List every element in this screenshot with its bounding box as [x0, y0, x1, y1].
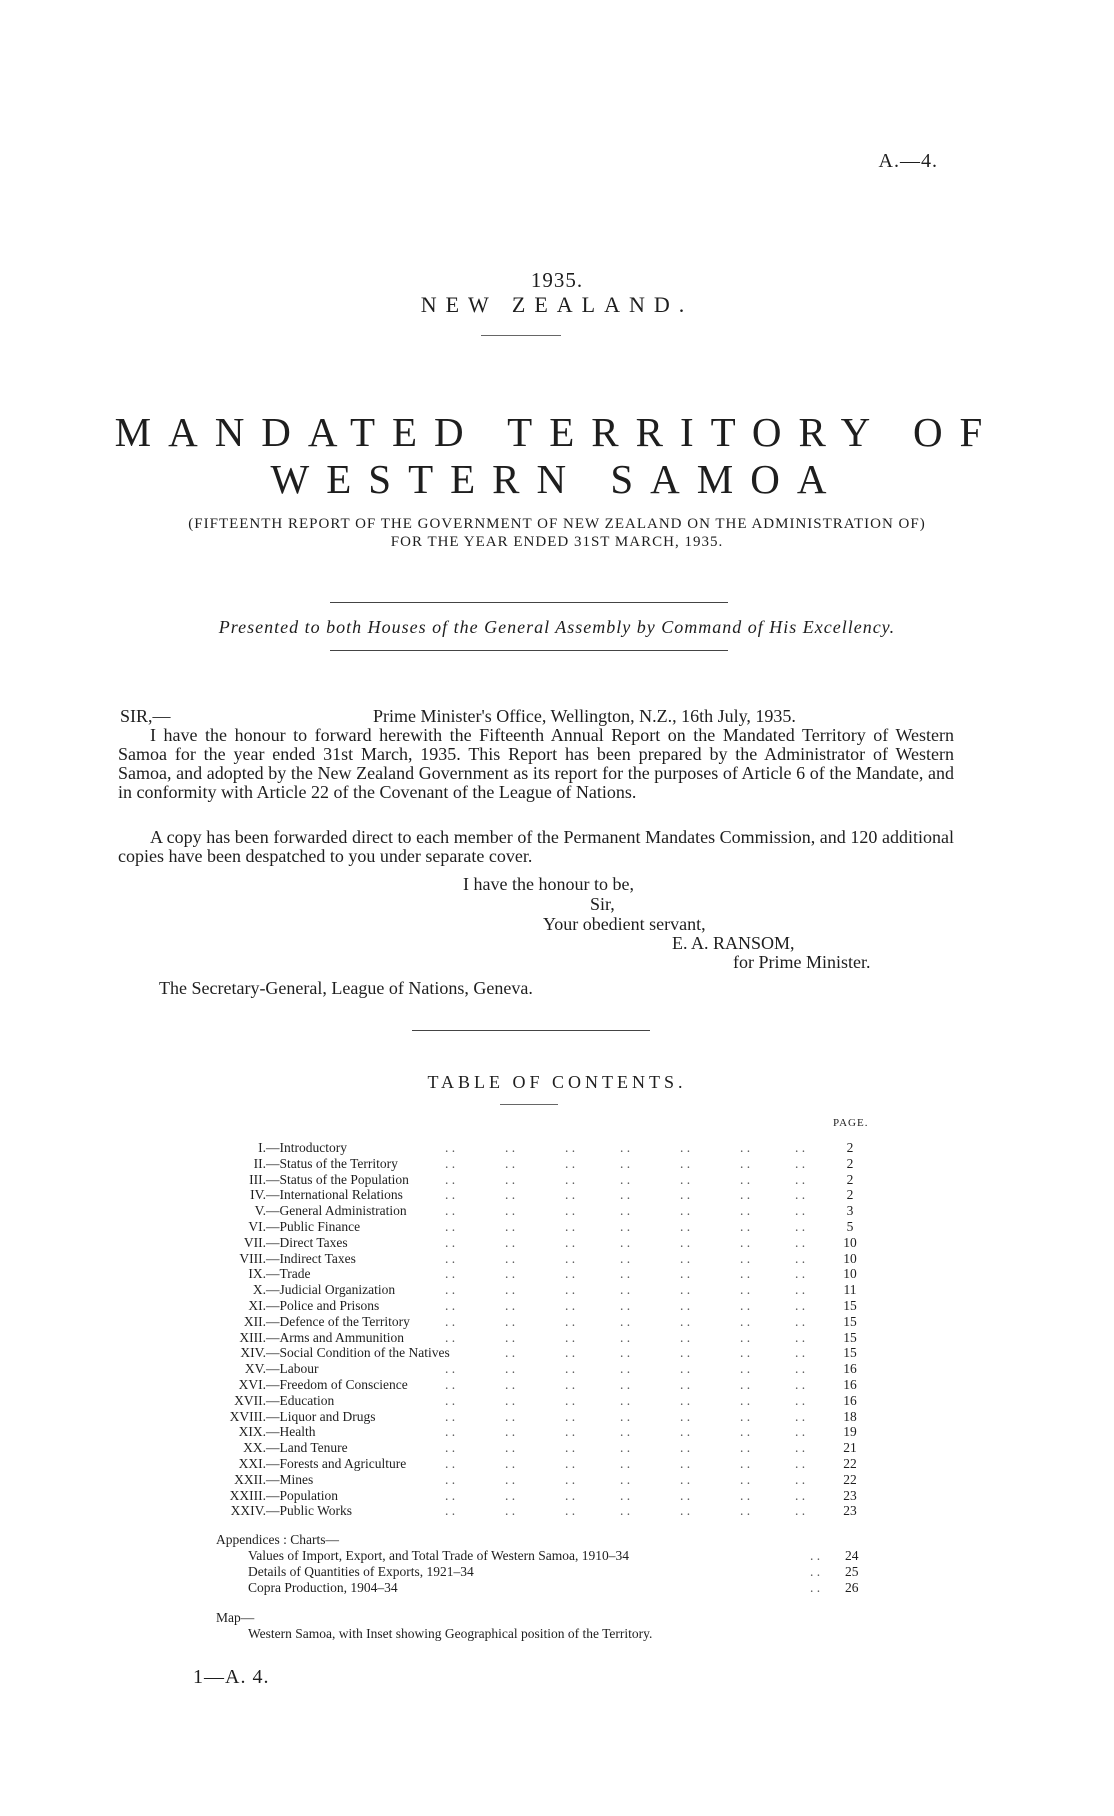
- leader-dots: . .: [620, 1171, 631, 1187]
- leader-dots: . .: [505, 1187, 516, 1203]
- toc-entry-title: —Liquor and Drugs: [266, 1408, 376, 1424]
- toc-entry-page: 22: [843, 1456, 857, 1471]
- leader-dots: . .: [505, 1329, 516, 1345]
- toc-entry-title: —Public Works: [266, 1503, 353, 1519]
- leader-dots: . .: [565, 1503, 576, 1519]
- leader-dots: . .: [740, 1250, 751, 1266]
- leader-dots: . .: [680, 1313, 691, 1329]
- leader-dots: . .: [505, 1266, 516, 1282]
- leader-dots: . .: [505, 1234, 516, 1250]
- leader-dots: . .: [565, 1329, 576, 1345]
- leader-dots: . .: [620, 1250, 631, 1266]
- leader-dots: . .: [680, 1424, 691, 1440]
- toc-entry-page: 15: [843, 1313, 857, 1329]
- report-year: 1935.: [530, 268, 584, 292]
- leader-dots: . .: [445, 1250, 456, 1266]
- toc-entry-number: XX.: [243, 1440, 266, 1456]
- leader-dots: . .: [680, 1203, 691, 1219]
- leader-dots: . .: [680, 1219, 691, 1234]
- leader-dots: . .: [505, 1219, 516, 1234]
- toc-entry-title: —Health: [266, 1424, 316, 1440]
- leader-dots: . .: [505, 1456, 516, 1471]
- divider: [481, 335, 561, 336]
- appendix-page: 25: [845, 1564, 859, 1579]
- leader-dots: . .: [445, 1408, 456, 1424]
- leader-dots: . .: [740, 1361, 751, 1377]
- leader-dots: . .: [445, 1471, 456, 1487]
- leader-dots: . .: [565, 1203, 576, 1219]
- leader-dots: . .: [680, 1408, 691, 1424]
- leader-dots: . .: [445, 1282, 456, 1298]
- toc-entry-page: 19: [843, 1424, 857, 1440]
- toc-entry-page: 18: [843, 1408, 857, 1424]
- leader-dots: . .: [620, 1408, 631, 1424]
- leader-dots: . .: [740, 1392, 751, 1408]
- leader-dots: . .: [445, 1266, 456, 1282]
- toc-entry-title: —Education: [266, 1392, 335, 1408]
- leader-dots: . .: [620, 1471, 631, 1487]
- leader-dots: . .: [795, 1503, 806, 1519]
- toc-entry-title: —International Relations: [266, 1187, 403, 1203]
- leader-dots: . .: [680, 1361, 691, 1377]
- leader-dots: . .: [620, 1392, 631, 1408]
- leader-dots: . .: [680, 1298, 691, 1313]
- title-line-1: MANDATED TERRITORY OF: [114, 409, 1000, 455]
- appendix-page: 26: [845, 1580, 859, 1595]
- leader-dots: . .: [680, 1440, 691, 1456]
- divider: [330, 650, 728, 651]
- signatory-title: for Prime Minister.: [733, 952, 871, 972]
- leader-dots: . .: [795, 1408, 806, 1424]
- leader-dots: . .: [810, 1548, 821, 1563]
- toc-entry-title: —Introductory: [266, 1140, 347, 1155]
- leader-dots: . .: [795, 1313, 806, 1329]
- leader-dots: . .: [505, 1250, 516, 1266]
- toc-entry-page: 23: [843, 1503, 857, 1519]
- leader-dots: . .: [505, 1503, 516, 1519]
- toc-entry-page: 2: [846, 1140, 854, 1155]
- leader-dots: . .: [565, 1392, 576, 1408]
- toc-title: TABLE OF CONTENTS.: [427, 1072, 687, 1092]
- toc-entry-title: —Public Finance: [266, 1219, 361, 1234]
- leader-dots: . .: [620, 1440, 631, 1456]
- leader-dots: . .: [445, 1203, 456, 1219]
- signatory: E. A. RANSOM,: [672, 933, 795, 953]
- leader-dots: . .: [565, 1408, 576, 1424]
- leader-dots: . .: [445, 1487, 456, 1503]
- toc-entry-number: XVIII.: [229, 1408, 266, 1424]
- leader-dots: . .: [740, 1187, 751, 1203]
- letterhead: Prime Minister's Office, Wellington, N.Z., 16th July, 1935.: [373, 706, 796, 726]
- leader-dots: . .: [505, 1203, 516, 1219]
- leader-dots: . .: [680, 1140, 691, 1155]
- subtitle-line-1: (FIFTEENTH REPORT OF THE GOVERNMENT OF NEW ZEALAND ON THE ADMINISTRATION OF): [188, 516, 926, 532]
- leader-dots: . .: [620, 1298, 631, 1313]
- leader-dots: . .: [505, 1140, 516, 1155]
- leader-dots: . .: [445, 1234, 456, 1250]
- toc-entry-title: —Trade: [266, 1266, 311, 1282]
- leader-dots: . .: [795, 1298, 806, 1313]
- map-label: Map—: [216, 1610, 255, 1625]
- leader-dots: . .: [565, 1155, 576, 1171]
- leader-dots: . .: [795, 1140, 806, 1155]
- toc-entry-number: XIX.: [238, 1424, 266, 1440]
- toc-entry-number: III.: [249, 1171, 266, 1187]
- leader-dots: . .: [740, 1140, 751, 1155]
- document-reference: A.—4.: [878, 150, 938, 172]
- toc-entry-number: X.: [252, 1282, 266, 1298]
- leader-dots: . .: [505, 1377, 516, 1392]
- toc-entry-number: II.: [253, 1155, 266, 1171]
- toc-entry-number: VI.: [248, 1219, 266, 1234]
- leader-dots: . .: [740, 1329, 751, 1345]
- leader-dots: . .: [795, 1424, 806, 1440]
- leader-dots: . .: [795, 1471, 806, 1487]
- toc-entry-page: 10: [843, 1250, 857, 1266]
- toc-entry-title: —Social Condition of the Natives: [266, 1345, 450, 1361]
- leader-dots: . .: [565, 1187, 576, 1203]
- leader-dots: . .: [795, 1377, 806, 1392]
- leader-dots: . .: [810, 1580, 821, 1595]
- closing-sir: Sir,: [590, 894, 615, 914]
- leader-dots: . .: [740, 1219, 751, 1234]
- leader-dots: . .: [565, 1140, 576, 1155]
- toc-entry-number: XIII.: [239, 1329, 266, 1345]
- leader-dots: . .: [795, 1440, 806, 1456]
- leader-dots: . .: [565, 1298, 576, 1313]
- leader-dots: . .: [445, 1140, 456, 1155]
- leader-dots: . .: [680, 1266, 691, 1282]
- leader-dots: . .: [620, 1266, 631, 1282]
- leader-dots: . .: [505, 1424, 516, 1440]
- leader-dots: . .: [740, 1203, 751, 1219]
- leader-dots: . .: [795, 1234, 806, 1250]
- leader-dots: . .: [445, 1313, 456, 1329]
- leader-dots: . .: [445, 1440, 456, 1456]
- leader-dots: . .: [795, 1361, 806, 1377]
- leader-dots: . .: [795, 1392, 806, 1408]
- toc-entry-number: XXIV.: [230, 1503, 266, 1519]
- toc-entry-title: —Direct Taxes: [266, 1234, 348, 1250]
- leader-dots: . .: [740, 1282, 751, 1298]
- toc-entry-page: 11: [843, 1282, 857, 1298]
- leader-dots: . .: [505, 1440, 516, 1456]
- leader-dots: . .: [620, 1155, 631, 1171]
- toc-entry-page: 15: [843, 1298, 857, 1313]
- leader-dots: . .: [740, 1377, 751, 1392]
- toc-page-header: PAGE.: [833, 1117, 869, 1129]
- toc-entry-number: V.: [254, 1203, 266, 1219]
- leader-dots: . .: [565, 1345, 576, 1361]
- leader-dots: . .: [445, 1456, 456, 1471]
- leader-dots: . .: [505, 1471, 516, 1487]
- leader-dots: . .: [445, 1187, 456, 1203]
- leader-dots: . .: [680, 1392, 691, 1408]
- letter-paragraph-2: A copy has been forwarded direct to each member of the Permanent Mandates Commission, and 120 additional copies have been despatched to you under separate cover.: [118, 827, 954, 866]
- toc-entry-page: 5: [846, 1219, 854, 1234]
- leader-dots: . .: [620, 1361, 631, 1377]
- leader-dots: . .: [740, 1266, 751, 1282]
- leader-dots: . .: [620, 1219, 631, 1234]
- leader-dots: . .: [620, 1456, 631, 1471]
- toc-entry-number: XIV.: [240, 1345, 266, 1361]
- toc-entry-number: IX.: [248, 1266, 266, 1282]
- leader-dots: . .: [505, 1408, 516, 1424]
- leader-dots: . .: [680, 1503, 691, 1519]
- leader-dots: . .: [740, 1408, 751, 1424]
- page-footer: 1—A. 4.: [193, 1666, 270, 1688]
- toc-entry-page: 15: [843, 1329, 857, 1345]
- toc-entry-number: XXII.: [234, 1471, 266, 1487]
- toc-entry-number: I.: [258, 1140, 266, 1155]
- leader-dots: . .: [740, 1456, 751, 1471]
- leader-dots: . .: [795, 1456, 806, 1471]
- toc-entry-title: —Land Tenure: [266, 1440, 348, 1456]
- toc-entry-number: VIII.: [239, 1250, 266, 1266]
- leader-dots: . .: [740, 1440, 751, 1456]
- toc-entry-number: IV.: [250, 1187, 266, 1203]
- toc-entry-title: —Labour: [266, 1361, 319, 1377]
- divider: [500, 1104, 558, 1105]
- appendix-entry: Copra Production, 1904–34: [248, 1580, 398, 1595]
- toc-entry-number: XXI.: [238, 1456, 266, 1471]
- toc-entry-title: —Forests and Agriculture: [266, 1456, 407, 1471]
- leader-dots: . .: [565, 1487, 576, 1503]
- leader-dots: . .: [620, 1282, 631, 1298]
- leader-dots: . .: [680, 1487, 691, 1503]
- leader-dots: . .: [740, 1234, 751, 1250]
- leader-dots: . .: [620, 1424, 631, 1440]
- leader-dots: . .: [565, 1219, 576, 1234]
- leader-dots: . .: [565, 1171, 576, 1187]
- leader-dots: . .: [740, 1155, 751, 1171]
- leader-dots: . .: [620, 1345, 631, 1361]
- appendix-page: 24: [845, 1548, 859, 1563]
- appendices-label: Appendices : Charts—: [216, 1532, 339, 1547]
- leader-dots: . .: [795, 1329, 806, 1345]
- leader-dots: . .: [795, 1487, 806, 1503]
- leader-dots: . .: [795, 1171, 806, 1187]
- toc-entry-page: 2: [846, 1171, 854, 1187]
- leader-dots: . .: [740, 1298, 751, 1313]
- leader-dots: . .: [565, 1377, 576, 1392]
- toc-entry-page: 3: [846, 1203, 854, 1219]
- toc-entry-title: —Indirect Taxes: [266, 1250, 356, 1266]
- toc-entry-number: XV.: [244, 1361, 266, 1377]
- leader-dots: . .: [795, 1345, 806, 1361]
- leader-dots: . .: [620, 1329, 631, 1345]
- toc-entry-page: 15: [843, 1345, 857, 1361]
- leader-dots: . .: [445, 1329, 456, 1345]
- leader-dots: . .: [445, 1377, 456, 1392]
- leader-dots: . .: [505, 1313, 516, 1329]
- toc-entry-page: 22: [843, 1471, 857, 1487]
- leader-dots: . .: [795, 1203, 806, 1219]
- leader-dots: . .: [445, 1155, 456, 1171]
- leader-dots: . .: [445, 1503, 456, 1519]
- title-line-2: WESTERN SAMOA: [270, 456, 844, 502]
- leader-dots: . .: [620, 1140, 631, 1155]
- toc-entry-title: —Freedom of Conscience: [266, 1377, 408, 1392]
- leader-dots: . .: [795, 1250, 806, 1266]
- leader-dots: . .: [620, 1503, 631, 1519]
- leader-dots: . .: [445, 1219, 456, 1234]
- leader-dots: . .: [620, 1313, 631, 1329]
- map-entry: Western Samoa, with Inset showing Geographical position of the Territory.: [248, 1626, 653, 1641]
- toc-entry-page: 16: [843, 1392, 857, 1408]
- leader-dots: . .: [505, 1282, 516, 1298]
- leader-dots: . .: [680, 1471, 691, 1487]
- leader-dots: . .: [680, 1377, 691, 1392]
- leader-dots: . .: [740, 1503, 751, 1519]
- leader-dots: . .: [795, 1266, 806, 1282]
- toc-entry-page: 2: [846, 1155, 854, 1171]
- appendix-entry: Values of Import, Export, and Total Trade of Western Samoa, 1910–34: [248, 1548, 630, 1563]
- leader-dots: . .: [445, 1392, 456, 1408]
- divider: [412, 1030, 650, 1031]
- leader-dots: . .: [740, 1487, 751, 1503]
- leader-dots: . .: [565, 1456, 576, 1471]
- leader-dots: . .: [620, 1487, 631, 1503]
- leader-dots: . .: [565, 1282, 576, 1298]
- toc-entry-number: VII.: [243, 1234, 266, 1250]
- leader-dots: . .: [565, 1234, 576, 1250]
- leader-dots: . .: [795, 1219, 806, 1234]
- leader-dots: . .: [680, 1345, 691, 1361]
- presentation-note: Presented to both Houses of the General Assembly by Command of His Excellency.: [218, 617, 896, 637]
- leader-dots: . .: [565, 1471, 576, 1487]
- leader-dots: . .: [620, 1187, 631, 1203]
- toc-entry-title: —Defence of the Territory: [266, 1313, 410, 1329]
- leader-dots: . .: [680, 1171, 691, 1187]
- leader-dots: . .: [680, 1282, 691, 1298]
- leader-dots: . .: [680, 1329, 691, 1345]
- leader-dots: . .: [565, 1313, 576, 1329]
- leader-dots: . .: [445, 1298, 456, 1313]
- leader-dots: . .: [505, 1345, 516, 1361]
- toc-entry-number: XII.: [243, 1313, 266, 1329]
- leader-dots: . .: [740, 1345, 751, 1361]
- leader-dots: . .: [620, 1203, 631, 1219]
- leader-dots: . .: [565, 1250, 576, 1266]
- toc-entry-number: XXIII.: [229, 1487, 266, 1503]
- leader-dots: . .: [505, 1155, 516, 1171]
- toc-entry-title: —Judicial Organization: [266, 1282, 396, 1298]
- toc-entry-title: —Police and Prisons: [266, 1298, 380, 1313]
- leader-dots: . .: [505, 1392, 516, 1408]
- leader-dots: . .: [795, 1187, 806, 1203]
- letter-paragraph-1: I have the honour to forward herewith the Fifteenth Annual Report on the Mandated Territory of Western Samoa for the year ended 31st March, 1935. This Report has been prepared by the Administrator of Western Samoa, and adopted by the New Zealand Government as its report for the purposes of Article 6 of the Mandate, and in conformity with Article 22 of the Covenant of the League of Nations.: [118, 725, 954, 802]
- leader-dots: . .: [810, 1564, 821, 1579]
- toc-entry-page: 10: [843, 1266, 857, 1282]
- leader-dots: . .: [565, 1440, 576, 1456]
- toc-entry-title: —Status of the Territory: [266, 1155, 398, 1171]
- toc-entry-page: 10: [843, 1234, 857, 1250]
- leader-dots: . .: [445, 1424, 456, 1440]
- leader-dots: . .: [680, 1234, 691, 1250]
- toc-entry-title: —Mines: [266, 1471, 314, 1487]
- leader-dots: . .: [565, 1424, 576, 1440]
- leader-dots: . .: [565, 1361, 576, 1377]
- leader-dots: . .: [445, 1361, 456, 1377]
- leader-dots: . .: [680, 1187, 691, 1203]
- divider: [330, 602, 728, 603]
- toc-entry-page: 23: [843, 1487, 857, 1503]
- leader-dots: . .: [740, 1313, 751, 1329]
- leader-dots: . .: [505, 1171, 516, 1187]
- leader-dots: . .: [680, 1456, 691, 1471]
- leader-dots: . .: [445, 1171, 456, 1187]
- leader-dots: . .: [505, 1361, 516, 1377]
- appendix-entry: Details of Quantities of Exports, 1921–34: [248, 1564, 474, 1579]
- toc-entry-title: —Arms and Ammunition: [266, 1329, 404, 1345]
- leader-dots: . .: [505, 1487, 516, 1503]
- leader-dots: . .: [795, 1282, 806, 1298]
- closing-servant: Your obedient servant,: [543, 914, 706, 934]
- toc-entry-number: XVI.: [238, 1377, 266, 1392]
- addressee: The Secretary-General, League of Nations, Geneva.: [159, 978, 533, 998]
- leader-dots: . .: [795, 1155, 806, 1171]
- leader-dots: . .: [680, 1155, 691, 1171]
- closing-line: I have the honour to be,: [463, 874, 634, 894]
- toc-entry-title: —General Administration: [266, 1203, 407, 1219]
- leader-dots: . .: [620, 1234, 631, 1250]
- leader-dots: . .: [505, 1298, 516, 1313]
- country-heading: NEW ZEALAND.: [420, 292, 694, 317]
- toc-entry-number: XI.: [248, 1298, 266, 1313]
- leader-dots: . .: [740, 1171, 751, 1187]
- toc-entry-number: XVII.: [234, 1392, 266, 1408]
- leader-dots: . .: [740, 1471, 751, 1487]
- toc-entry-page: 16: [843, 1377, 857, 1392]
- leader-dots: . .: [680, 1250, 691, 1266]
- toc-entry-title: —Population: [266, 1487, 339, 1503]
- toc-entry-page: 16: [843, 1361, 857, 1377]
- leader-dots: . .: [740, 1424, 751, 1440]
- salutation: SIR,—: [120, 706, 171, 726]
- toc-entry-title: —Status of the Population: [266, 1171, 409, 1187]
- leader-dots: . .: [565, 1266, 576, 1282]
- subtitle-line-2: FOR THE YEAR ENDED 31ST MARCH, 1935.: [390, 534, 724, 550]
- toc-entry-page: 21: [843, 1440, 857, 1456]
- toc-entry-page: 2: [846, 1187, 854, 1203]
- leader-dots: . .: [620, 1377, 631, 1392]
